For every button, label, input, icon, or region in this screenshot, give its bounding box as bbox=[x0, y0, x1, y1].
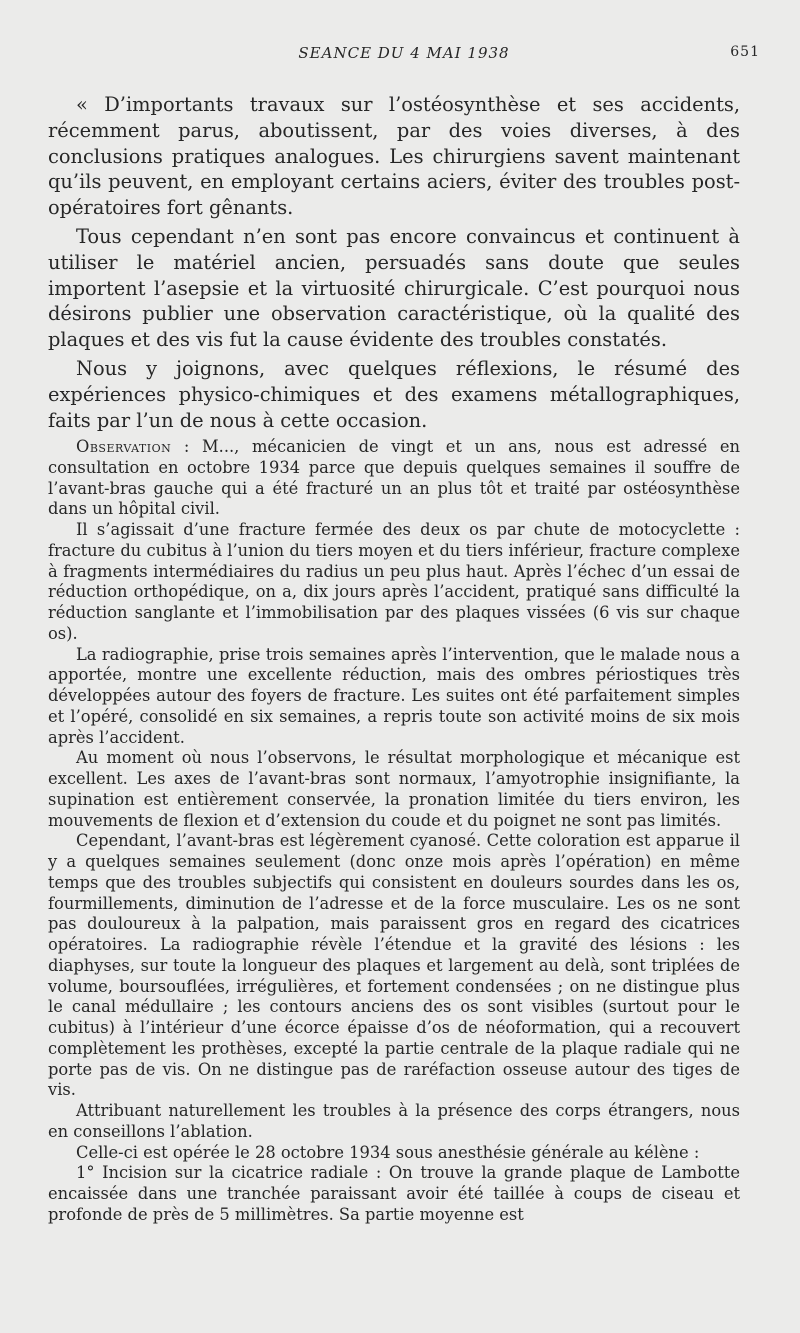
observation-label: Observation bbox=[76, 437, 172, 456]
intro-paragraph: Tous cependant n’en sont pas encore convaincus et continuent à utiliser le matériel ancien, persuadés sans doute que seules importent l’asepsie et la virtuosité chirurgicale. C’est pourquoi nous désirons publier une observation caractéristique, où la qualité des plaques et des vis fut la cause évidente des troubles constatés. bbox=[48, 224, 740, 352]
observation-paragraph: Attribuant naturellement les troubles à la présence des corps étrangers, nous en conseillons l’ablation. bbox=[48, 1101, 740, 1141]
observation-paragraph: La radiographie, prise trois semaines après l’intervention, que le malade nous a apportée, montre une excellente réduction, mais des ombres périostiques très développées autour des foyers de fracture. Les suites ont été parfaitement simples et l’opéré, consolidé en six semaines, a repris toute son activité moins de six mois après l’accident. bbox=[48, 644, 740, 747]
observation-paragraph: Cependant, l’avant-bras est légèrement cyanosé. Cette coloration est apparue il y a quelques semaines seulement (donc onze mois après l’opération) en même temps que des troubles subjectifs qui consistent en douleurs sourdes dans les os, fourmillements, diminution de l’adresse et de la force musculaire. Les os ne sont pas douloureux à la palpation, mais paraissent gros en regard des cicatrices opératoires. La radiographie révèle l’étendue et la gravité des lésions : les diaphyses, sur toute la longueur des plaques et largement au delà, sont triplées de volume, boursouflées, irrégulières, et fortement condensées ; on ne distingue plus le canal médullaire ; les contours anciens des os sont visibles (surtout pour le cubitus) à l’intérieur d’une écorce épaisse d’os de néoformation, qui a recouvert complètement les prothèses, excepté la partie centrale de la plaque radiale qui ne porte pas de vis. On ne distingue pas de raréfaction osseuse autour des tiges de vis. bbox=[48, 831, 740, 1100]
observation-paragraph: 1° Incision sur la cicatrice radiale : On trouve la grande plaque de Lambotte encaissée dans une tranchée paraissant avoir été taillée à coups de ciseau et profonde de près de 5 millimètres. Sa partie moyenne est bbox=[48, 1163, 740, 1224]
intro-paragraph: « D’importants travaux sur l’ostéosynthèse et ses accidents, récemment parus, aboutissent, par des voies diverses, à des conclusions pratiques analogues. Les chirurgiens savent maintenant qu’ils peuvent, en employant certains aciers, éviter des troubles post-opératoires fort gênants. bbox=[48, 93, 740, 220]
page-header bbox=[48, 44, 760, 68]
observation-paragraph: Il s’agissait d’une fracture fermée des deux os par chute de motocyclette : fracture du cubitus à l’union du tiers moyen et du tiers inférieur, fracture complexe à fragments intermédiaires du radius un peu plus haut. Après l’échec d’un essai de réduction orthopédique, on a, dix jours après l’accident, pratiqué sans difficulté la réduction sanglante et l’immobilisation par des plaques vissées (6 vis sur chaque os). bbox=[48, 520, 740, 643]
intro-paragraph: Nous y joignons, avec quelques réflexions, le résumé des expériences physico-chimiques et des examens métallographiques, faits par l’un de nous à cette occasion. bbox=[48, 356, 740, 432]
intro-quote bbox=[48, 92, 740, 436]
page-number: 651 bbox=[730, 44, 760, 60]
running-title: SEANCE DU 4 MAI 1938 bbox=[298, 44, 510, 62]
observation-paragraph: Au moment où nous l’observons, le résultat morphologique et mécanique est excellent. Les axes de l’avant-bras sont normaux, l’amyotrophie insignifiante, la supination est entièrement conservée, la pronation limitée du tiers environ, les mouvements de flexion et d’extension du coude et du poignet ne sont pas limités. bbox=[48, 748, 740, 830]
observation-lead-text: : M..., mécanicien de vingt et un ans, nous est adressé en consultation en octobre 1934 parce que depuis quelques semaines il souffre de l’avant-bras gauche qui a été fracturé un an plus tôt et traité par ostéosynthèse dans un hôpital civil. bbox=[48, 437, 740, 519]
observation-section bbox=[48, 437, 740, 1226]
observation-paragraph: Celle-ci est opérée le 28 octobre 1934 sous anesthésie générale au kélène : bbox=[76, 1142, 700, 1162]
observation-lead-paragraph bbox=[48, 437, 740, 520]
